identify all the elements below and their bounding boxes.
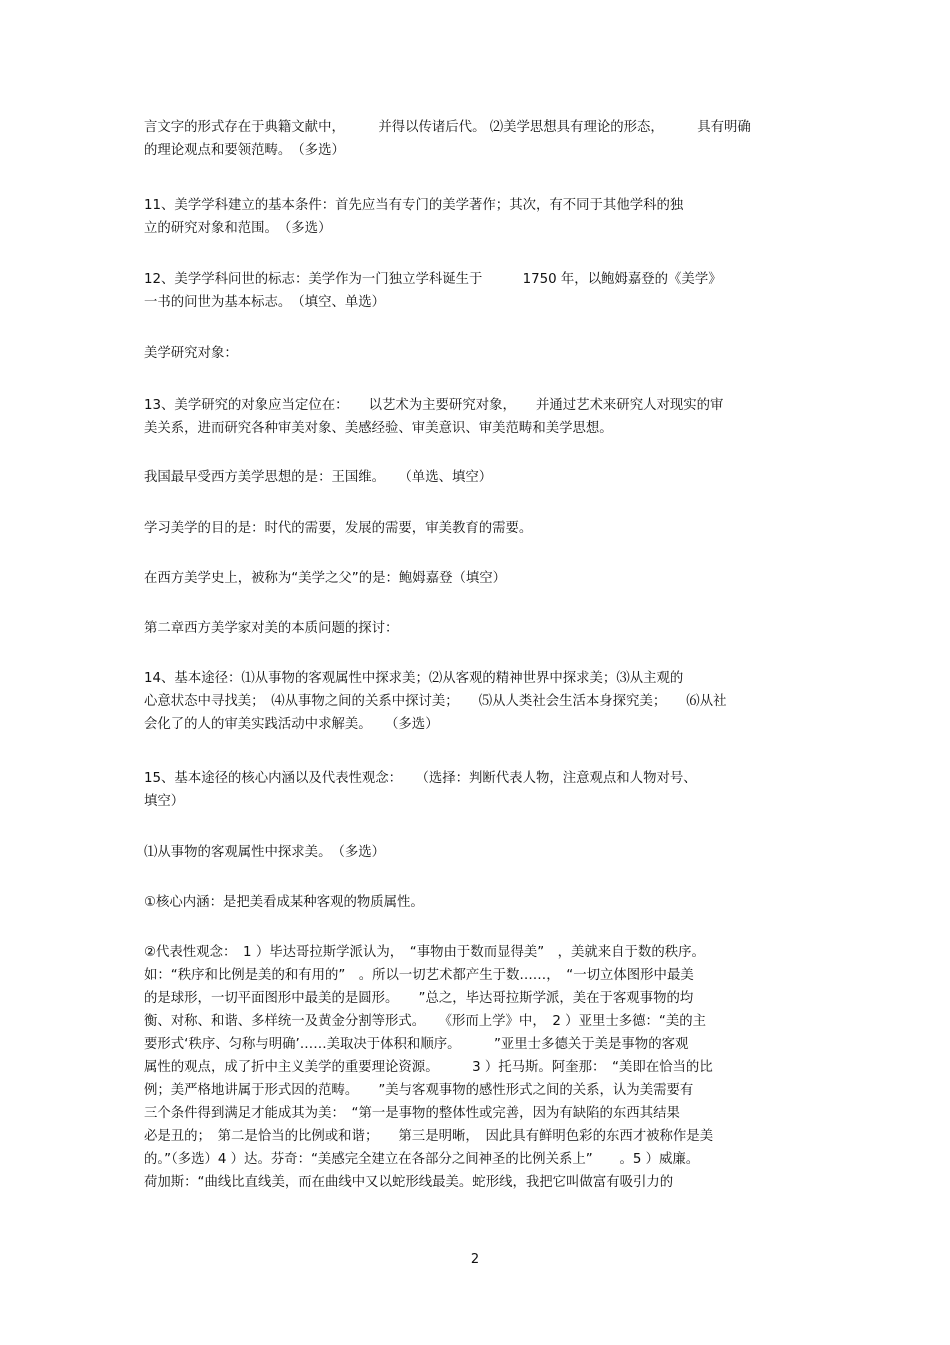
text-line: ②代表性观念： 1 ）毕达哥拉斯学派认为， “事物由于数而显得美” ，美就来自于数的秩序。 xyxy=(144,945,705,960)
text-line: 我国最早受西方美学思想的是：王国维。 （单选、填空） xyxy=(144,470,493,485)
text-line: 言文字的形式存在于典籍文献中， 并得以传诸后代。 ⑵美学思想具有理论的形态， 具有明确 xyxy=(144,120,751,135)
text-line: 如：“秩序和比例是美的和有用的” 。所以一切艺术都产生于数……， “一切立体图形中最美 xyxy=(144,968,694,983)
text-line: 的。”（多选）4 ）达。芬奇：“美感完全建立在各部分之间神圣的比例关系上” 。5 ）威廉。 xyxy=(144,1152,700,1167)
paragraph-item-12 xyxy=(144,268,814,314)
text-line: 会化了的人的审美实践活动中求解美。 （多选） xyxy=(144,717,439,732)
paragraph-core-meaning xyxy=(144,891,814,914)
text-line: 14、基本途径：⑴从事物的客观属性中探求美；⑵从客观的精神世界中探求美；⑶从主观的 xyxy=(144,671,684,686)
paragraph-intro-continued xyxy=(144,116,814,162)
text-line: 要形式‘秩序、匀称与明确’……美取决于体积和顺序。 ”亚里士多德关于美是事物的客观 xyxy=(144,1037,689,1052)
text-line: 衡、对称、和谐、多样统一及黄金分割等形式。 《形而上学》中， 2 ）亚里士多德：“美的主 xyxy=(144,1014,707,1029)
paragraph-item-11 xyxy=(144,194,814,240)
paragraph-item-14 xyxy=(144,667,814,736)
page-number: 2 xyxy=(470,1252,480,1267)
paragraph-wang-guowei xyxy=(144,466,814,489)
text-line: 填空） xyxy=(144,794,185,809)
text-line: 15、基本途径的核心内涵以及代表性观念： （选择：判断代表人物，注意观点和人物对号、 xyxy=(144,771,697,786)
paragraph-item-15 xyxy=(144,767,814,813)
text-line: 必是丑的； 第二是恰当的比例或和谐； 第三是明晰， 因此具有鲜明色彩的东西才被称作是美 xyxy=(144,1129,714,1144)
text-line: 第二章西方美学家对美的本质问题的探讨： xyxy=(144,621,399,636)
text-line: 美关系，进而研究各种审美对象、美感经验、审美意识、审美范畴和美学思想。 xyxy=(144,421,613,436)
text-line: 例；美严格地讲属于形式因的范畴。 ”美与客观事物的感性形式之间的关系，认为美需要有 xyxy=(144,1083,694,1098)
paragraph-father-of-aesthetics xyxy=(144,567,814,590)
text-line: 的理论观点和要领范畴。 （多选） xyxy=(144,143,345,158)
text-line: 13、美学研究的对象应当定位在： 以艺术为主要研究对象， 并通过艺术来研究人对现实的审 xyxy=(144,398,724,413)
text-line: 11、美学学科建立的基本条件：首先应当有专门的美学著作；其次，有不同于其他学科的独 xyxy=(144,198,684,213)
text-line: 立的研究对象和范围。 （多选） xyxy=(144,221,332,236)
text-line: 心意状态中寻找美； ⑷从事物之间的关系中探讨美； ⑸从人类社会生活本身探究美； ⑹从社 xyxy=(144,694,727,709)
text-line: 学习美学的目的是：时代的需要，发展的需要，审美教育的需要。 xyxy=(144,521,533,536)
heading-research-object xyxy=(144,342,814,365)
text-line: ⑴从事物的客观属性中探求美。 （多选） xyxy=(144,845,386,860)
paragraph-representative-views xyxy=(144,941,814,1194)
text-line: 属性的观点，成了折中主义美学的重要理论资源。 3 ）托马斯。阿奎那： “美即在恰当的比 xyxy=(144,1060,713,1075)
text-line: ①核心内涵：是把美看成某种客观的物质属性。 xyxy=(144,895,424,910)
text-line: 在西方美学史上，被称为“美学之父”的是：鲍姆嘉登（填空） xyxy=(144,571,507,586)
text-line: 三个条件得到满足才能成其为美： “第一是事物的整体性或完善，因为有缺陷的东西其结果 xyxy=(144,1106,680,1121)
text-line: 一书的问世为基本标志。 （填空、单选） xyxy=(144,295,386,310)
paragraph-path-1 xyxy=(144,841,814,864)
text-line: 荷加斯：“曲线比直线美，而在曲线中又以蛇形线最美。蛇形线，我把它叫做富有吸引力的 xyxy=(144,1175,674,1190)
paragraph-item-13 xyxy=(144,394,814,440)
text-line: 的是球形，一切平面图形中最美的是圆形。 ”总之，毕达哥拉斯学派，美在于客观事物的均 xyxy=(144,991,694,1006)
text-line: 12、美学学科问世的标志：美学作为一门独立学科诞生于 1750 年，以鲍姆嘉登的《美学》 xyxy=(144,272,722,287)
paragraph-study-purpose xyxy=(144,517,814,540)
chapter-heading xyxy=(144,617,814,640)
text-line: 美学研究对象： xyxy=(144,346,238,361)
